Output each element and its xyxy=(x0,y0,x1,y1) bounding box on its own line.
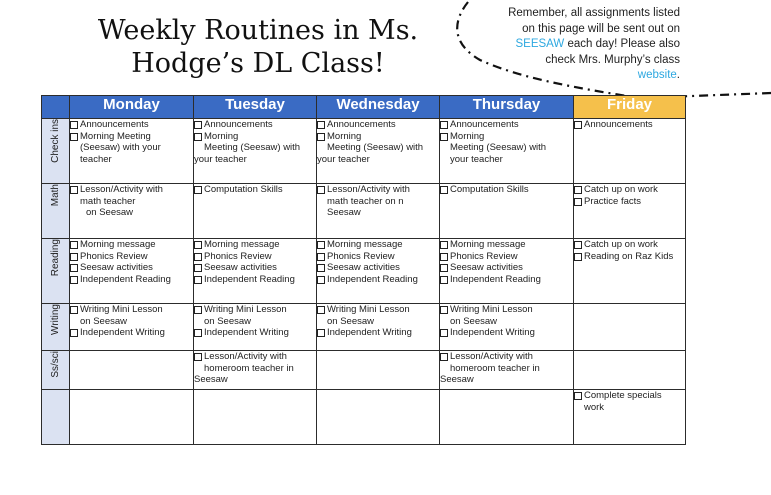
cell-writing-thursday: Writing Mini Lesson on Seesaw Independent Writing xyxy=(440,304,574,351)
row-label-specials xyxy=(42,390,70,445)
checkbox-icon[interactable] xyxy=(440,121,448,129)
checklist-item: Complete specials xyxy=(574,390,685,402)
checklist-item: Morning xyxy=(317,131,439,143)
cell-checkins-friday xyxy=(574,119,686,184)
header-row xyxy=(42,96,686,119)
reminder-note xyxy=(492,6,680,84)
checkbox-icon[interactable] xyxy=(70,133,78,141)
checklist-item: Morning message xyxy=(440,239,573,251)
cell-specials-tuesday xyxy=(194,390,317,445)
checkbox-icon[interactable] xyxy=(194,253,202,261)
checkbox-icon[interactable] xyxy=(574,392,582,400)
day-header-thursday: Thursday xyxy=(440,96,574,119)
checkbox-icon[interactable] xyxy=(440,133,448,141)
checkbox-icon[interactable] xyxy=(574,253,582,261)
checkbox-icon[interactable] xyxy=(440,186,448,194)
checklist-item: Phonics Review xyxy=(70,251,193,263)
checkbox-icon[interactable] xyxy=(317,276,325,284)
checkbox-icon[interactable] xyxy=(194,353,202,361)
checkbox-icon[interactable] xyxy=(440,329,448,337)
checkbox-icon[interactable] xyxy=(70,121,78,129)
cell-reading-thursday xyxy=(440,239,574,304)
cell-sssci-friday xyxy=(574,351,686,390)
checkbox-icon[interactable] xyxy=(70,306,78,314)
cell-math-tuesday xyxy=(194,184,317,239)
checklist-item: Morning Meeting xyxy=(70,131,193,143)
checkbox-icon[interactable] xyxy=(440,253,448,261)
note-line-1: Remember, all assignments listed xyxy=(508,7,680,19)
checkbox-icon[interactable] xyxy=(70,186,78,194)
cell-sssci-monday xyxy=(70,351,194,390)
cell-math-thursday xyxy=(440,184,574,239)
checkbox-icon[interactable] xyxy=(194,306,202,314)
cell-checkins-monday: Announcements Morning Meeting (Seesaw) with your teacher xyxy=(70,119,194,184)
title-line-2: Hodge’s DL Class! xyxy=(131,48,385,79)
note-line-4: check Mrs. Murphy’s class xyxy=(545,53,680,66)
checkbox-icon[interactable] xyxy=(70,329,78,337)
note-line-2: on this page will be sent out on xyxy=(522,22,680,35)
row-ss-sci xyxy=(42,351,686,390)
checklist-item: Independent Writing xyxy=(317,327,439,339)
cell-writing-friday xyxy=(574,304,686,351)
checkbox-icon[interactable] xyxy=(317,241,325,249)
checklist-item: Announcements xyxy=(574,119,685,131)
checkbox-icon[interactable] xyxy=(317,264,325,272)
checklist-item: Independent Writing xyxy=(194,327,316,339)
row-label-math: Math xyxy=(42,184,70,239)
row-label-reading: Reading xyxy=(42,239,70,304)
day-header-tuesday: Tuesday xyxy=(194,96,317,119)
checkbox-icon[interactable] xyxy=(70,241,78,249)
row-label-ss-sci: Ss/sci xyxy=(42,351,70,390)
cell-checkins-tuesday: Announcements Morning Meeting (Seesaw) with your teacher xyxy=(194,119,317,184)
day-header-wednesday: Wednesday xyxy=(317,96,440,119)
checkbox-icon[interactable] xyxy=(70,276,78,284)
checklist-item: Announcements xyxy=(70,119,193,131)
checkbox-icon[interactable] xyxy=(194,133,202,141)
row-label-writing: Writing xyxy=(42,304,70,351)
checkbox-icon[interactable] xyxy=(574,186,582,194)
checklist-item: Catch up on work xyxy=(574,239,685,251)
checklist-item: Phonics Review xyxy=(317,251,439,263)
checklist-item: Lesson/Activity with xyxy=(317,184,439,196)
seesaw-link[interactable]: SEESAW xyxy=(515,38,565,50)
checklist-item: Phonics Review xyxy=(194,251,316,263)
row-writing xyxy=(42,304,686,351)
cell-reading-wednesday xyxy=(317,239,440,304)
cell-checkins-thursday: Announcements Morning Meeting (Seesaw) with your teacher xyxy=(440,119,574,184)
checklist-item: Morning message xyxy=(194,239,316,251)
cell-writing-monday: Writing Mini Lesson on Seesaw Independent Writing xyxy=(70,304,194,351)
cell-sssci-tuesday: Lesson/Activity with homeroom teacher in Seesaw xyxy=(194,351,317,390)
checklist-item: Morning xyxy=(440,131,573,143)
checklist-item: Lesson/Activity with xyxy=(70,184,193,196)
cell-writing-tuesday: Writing Mini Lesson on Seesaw Independent Writing xyxy=(194,304,317,351)
checklist-item: Lesson/Activity with xyxy=(194,351,316,363)
cell-sssci-thursday: Lesson/Activity with homeroom teacher in Seesaw xyxy=(440,351,574,390)
cell-math-wednesday: Lesson/Activity with math teacher on n Seesaw xyxy=(317,184,440,239)
checkbox-icon[interactable] xyxy=(440,353,448,361)
checklist-item: Writing Mini Lesson xyxy=(70,304,193,316)
header-corner xyxy=(42,96,70,119)
checklist-item: Computation Skills xyxy=(194,184,316,196)
weekly-schedule-table xyxy=(41,95,686,445)
checkbox-icon[interactable] xyxy=(70,264,78,272)
checklist-item: Writing Mini Lesson xyxy=(317,304,439,316)
checklist-item: Independent Writing xyxy=(440,327,573,339)
checkbox-icon[interactable] xyxy=(194,241,202,249)
cell-checkins-wednesday: Announcements Morning Meeting (Seesaw) with your teacher xyxy=(317,119,440,184)
checkbox-icon[interactable] xyxy=(194,121,202,129)
checkbox-icon[interactable] xyxy=(317,133,325,141)
cell-specials-friday: Complete specials work xyxy=(574,390,686,445)
checkbox-icon[interactable] xyxy=(317,121,325,129)
checklist-item: Independent Reading xyxy=(194,274,316,286)
checklist-item: Reading on Raz Kids xyxy=(574,251,685,263)
day-header-friday: Friday xyxy=(574,96,686,119)
note-line-5 xyxy=(492,68,680,84)
cell-reading-monday xyxy=(70,239,194,304)
checklist-item: Seesaw activities xyxy=(317,262,439,274)
checkbox-icon[interactable] xyxy=(574,241,582,249)
checklist-item: Seesaw activities xyxy=(70,262,193,274)
checklist-item: Independent Reading xyxy=(317,274,439,286)
cell-math-monday: Lesson/Activity with math teacher on Seesaw xyxy=(70,184,194,239)
checklist-item: Seesaw activities xyxy=(194,262,316,274)
cell-math-friday xyxy=(574,184,686,239)
cell-specials-monday xyxy=(70,390,194,445)
checkbox-icon[interactable] xyxy=(194,186,202,194)
cell-sssci-wednesday xyxy=(317,351,440,390)
checkbox-icon[interactable] xyxy=(440,264,448,272)
cell-specials-wednesday xyxy=(317,390,440,445)
checklist-item: Computation Skills xyxy=(440,184,573,196)
checklist-item: Morning message xyxy=(70,239,193,251)
checklist-item: Writing Mini Lesson xyxy=(194,304,316,316)
checklist-item: Practice facts xyxy=(574,196,685,208)
day-header-monday: Monday xyxy=(70,96,194,119)
note-line-5-rest: . xyxy=(676,69,680,81)
checkbox-icon[interactable] xyxy=(317,329,325,337)
checklist-item: Lesson/Activity with xyxy=(440,351,573,363)
row-math xyxy=(42,184,686,239)
checkbox-icon[interactable] xyxy=(440,241,448,249)
checklist-item: Announcements xyxy=(440,119,573,131)
checkbox-icon[interactable] xyxy=(440,306,448,314)
note-line-3 xyxy=(492,37,680,53)
checkbox-icon[interactable] xyxy=(194,329,202,337)
cell-writing-wednesday: Writing Mini Lesson on Seesaw Independent Writing xyxy=(317,304,440,351)
checklist-item: Morning xyxy=(194,131,316,143)
row-reading xyxy=(42,239,686,304)
checkbox-icon[interactable] xyxy=(194,276,202,284)
checkbox-icon[interactable] xyxy=(574,198,582,206)
checklist-item: Independent Writing xyxy=(70,327,193,339)
title-line-1: Weekly Routines in Ms. xyxy=(97,15,419,46)
checkbox-icon[interactable] xyxy=(317,253,325,261)
cell-reading-friday xyxy=(574,239,686,304)
checklist-item: Phonics Review xyxy=(440,251,573,263)
checklist-item: Independent Reading xyxy=(70,274,193,286)
checkbox-icon[interactable] xyxy=(70,253,78,261)
row-specials xyxy=(42,390,686,445)
checkbox-icon[interactable] xyxy=(317,186,325,194)
row-label-check-ins: Check ins xyxy=(42,119,70,184)
checklist-item: Seesaw activities xyxy=(440,262,573,274)
cell-reading-tuesday xyxy=(194,239,317,304)
checklist-item: Independent Reading xyxy=(440,274,573,286)
page-title xyxy=(88,14,428,80)
checklist-item: Catch up on work xyxy=(574,184,685,196)
checkbox-icon[interactable] xyxy=(317,306,325,314)
row-check-ins xyxy=(42,119,686,184)
checkbox-icon[interactable] xyxy=(574,121,582,129)
checklist-item: Announcements xyxy=(317,119,439,131)
note-line-3-rest: each day! Please also xyxy=(564,38,680,50)
checkbox-icon[interactable] xyxy=(194,264,202,272)
checklist-item: Morning message xyxy=(317,239,439,251)
cell-specials-thursday xyxy=(440,390,574,445)
checklist-item: Announcements xyxy=(194,119,316,131)
checklist-item: Writing Mini Lesson xyxy=(440,304,573,316)
website-link[interactable]: website xyxy=(637,69,677,81)
checkbox-icon[interactable] xyxy=(440,276,448,284)
